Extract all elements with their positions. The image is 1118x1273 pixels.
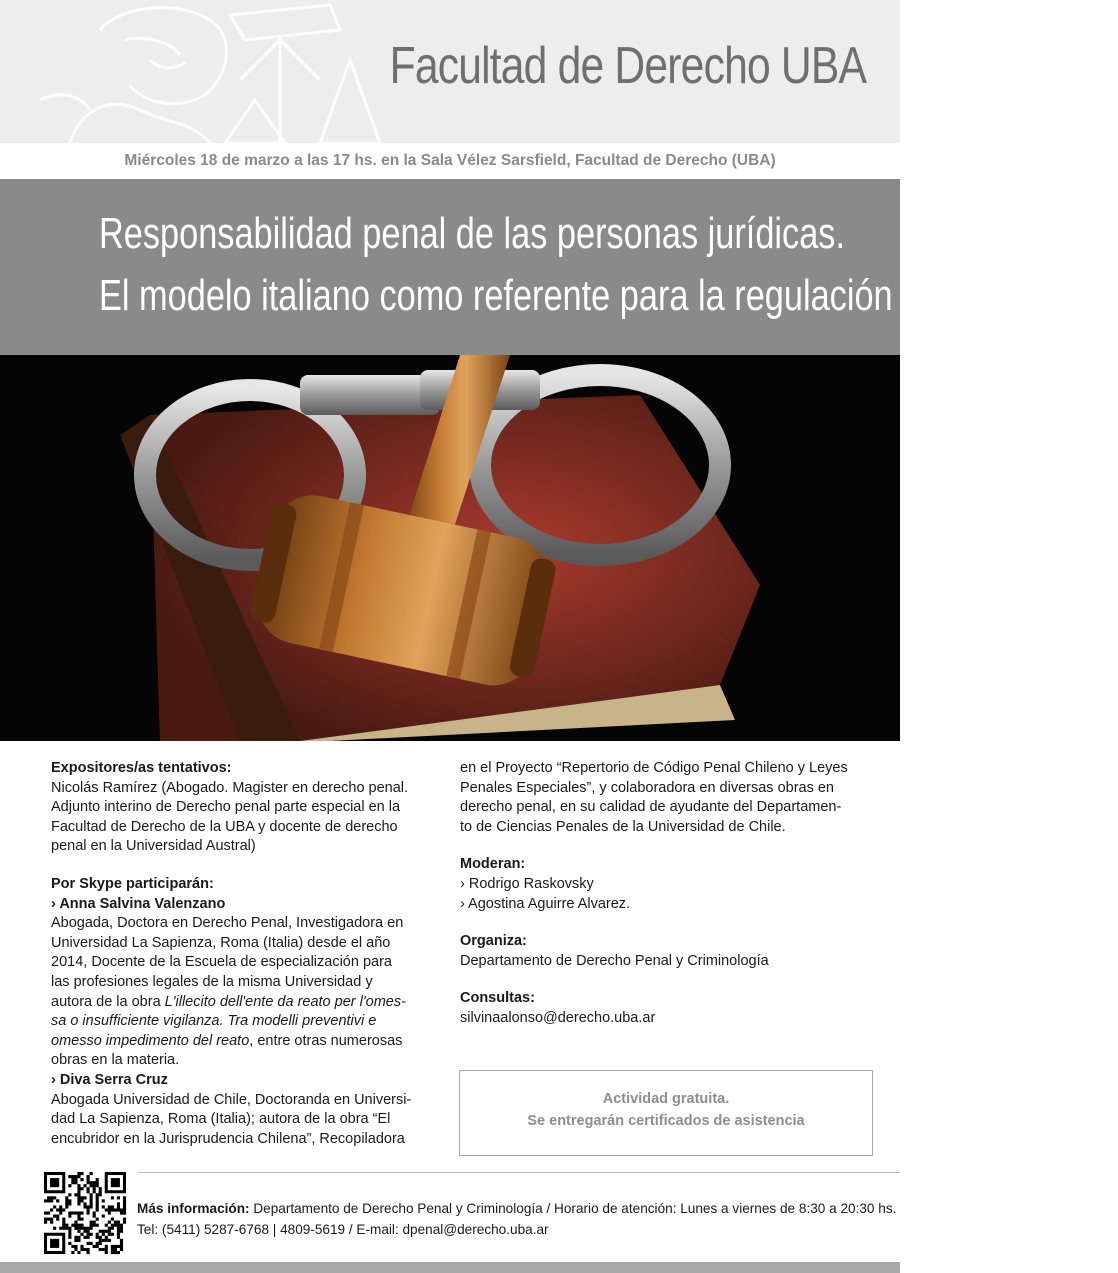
moderan-heading: Moderan: bbox=[460, 856, 526, 873]
speaker-2-bio-line: to de Ciencias Penales de la Universidad de Chile. bbox=[460, 818, 786, 835]
speaker-1-bio-line: Universidad La Sapienza, Roma (Italia) desde el año bbox=[51, 934, 391, 951]
speaker-2-bio-line: Penales Especiales”, y colaboradora en diversas obras en bbox=[460, 779, 834, 796]
speaker-1-obra-line bbox=[51, 1012, 426, 1032]
moderator-item: › Agostina Aguirre Alvarez. bbox=[460, 895, 631, 912]
footer-info-text: Departamento de Derecho Penal y Criminología / Horario de atención: Lunes a viernes de 8:30 a 20:30 hs. bbox=[249, 1201, 897, 1216]
expositores-line: Adjunto interino de Derecho penal parte especial en la bbox=[51, 799, 401, 816]
obra-title: omesso impedimento del reato bbox=[51, 1032, 250, 1049]
speaker-1-name: › Anna Salvina Valenzano bbox=[51, 895, 226, 912]
speaker-2-bio-line: derecho penal, en su calidad de ayudante del Departamen- bbox=[460, 799, 842, 816]
obra-title: sa o insufficiente vigilanza. Tra modelli preventivi e bbox=[51, 1013, 377, 1030]
gavel-handcuffs-book-photo bbox=[0, 355, 900, 741]
speaker-2-bio-line: encubridor en la Jurisprudencia Chilena”, Recopiladora bbox=[51, 1130, 405, 1147]
footer-divider bbox=[138, 1172, 900, 1173]
header-band bbox=[0, 0, 900, 143]
certificates-line: Se entregarán certificados de asistencia bbox=[527, 1113, 805, 1129]
speaker-2-name: › Diva Serra Cruz bbox=[51, 1071, 168, 1088]
brand-title: Facultad de Derecho UBA bbox=[389, 37, 866, 95]
title-line-1: Responsabilidad penal de las personas jurídicas. bbox=[99, 209, 845, 258]
footer-info bbox=[137, 1198, 897, 1240]
organiza-heading: Organiza: bbox=[460, 933, 527, 950]
free-activity-line: Actividad gratuita. bbox=[602, 1091, 730, 1107]
skype-heading: Por Skype participarán: bbox=[51, 875, 214, 892]
free-activity-box bbox=[459, 1070, 873, 1156]
qr-code[interactable] bbox=[44, 1172, 126, 1254]
footer-info-label: Más información: bbox=[137, 1201, 250, 1216]
expositores-line: penal en la Universidad Austral) bbox=[51, 838, 256, 855]
obra-suffix: , entre otras numerosas bbox=[249, 1032, 403, 1049]
moderator-item: › Rodrigo Raskovsky bbox=[460, 875, 594, 892]
title-line-2: El modelo italiano como referente para la regulación sudamericana bbox=[99, 271, 1118, 320]
consultas-email[interactable]: silvinaalonso@derecho.uba.ar bbox=[460, 1009, 656, 1026]
speaker-1-obra-line bbox=[51, 1032, 426, 1052]
speaker-1-obra-line bbox=[51, 993, 426, 1013]
speaker-2-bio-line: en el Proyecto “Repertorio de Código Penal Chileno y Leyes bbox=[460, 760, 848, 776]
expositores-heading: Expositores/as tentativos: bbox=[51, 760, 232, 776]
obra-prefix: autora de la obra bbox=[51, 993, 165, 1010]
expositores-line: Nicolás Ramírez (Abogado. Magister en derecho penal. bbox=[51, 779, 409, 796]
right-column bbox=[460, 759, 870, 1029]
obra-title: L'illecito dell'ente da reato per l'omes- bbox=[164, 993, 406, 1010]
speaker-2-bio-line: Abogada Universidad de Chile, Doctoranda en Universi- bbox=[51, 1091, 412, 1108]
expositores-line: Facultad de Derecho de la UBA y docente de derecho bbox=[51, 818, 398, 835]
bottom-bar bbox=[0, 1262, 900, 1273]
justice-figure-illustration bbox=[30, 0, 410, 143]
speaker-1-bio-line: 2014, Docente de la Escuela de especialización para bbox=[51, 954, 392, 971]
footer-contact-line[interactable]: Tel: (5411) 5287-6768 | 4809-5619 / E-mail: dpenal@derecho.uba.ar bbox=[137, 1222, 549, 1237]
speaker-1-bio-line: Abogada, Doctora en Derecho Penal, Investigadora en bbox=[51, 915, 404, 932]
left-column bbox=[51, 759, 426, 1149]
title-band bbox=[0, 179, 1118, 355]
speaker-2-bio-line: dad La Sapienza, Roma (Italia); autora de la obra “El bbox=[51, 1111, 391, 1128]
event-date-line: Miércoles 18 de marzo a las 17 hs. en la Sala Vélez Sarsfield, Facultad de Derecho (UBA) bbox=[0, 143, 900, 179]
speaker-1-bio-line: obras en la materia. bbox=[51, 1052, 180, 1069]
consultas-heading: Consultas: bbox=[460, 990, 535, 1007]
organiza-value: Departamento de Derecho Penal y Criminología bbox=[460, 952, 769, 969]
footer-info-line bbox=[137, 1198, 897, 1219]
speaker-1-bio-line: las profesiones legales de la misma Universidad y bbox=[51, 973, 373, 990]
